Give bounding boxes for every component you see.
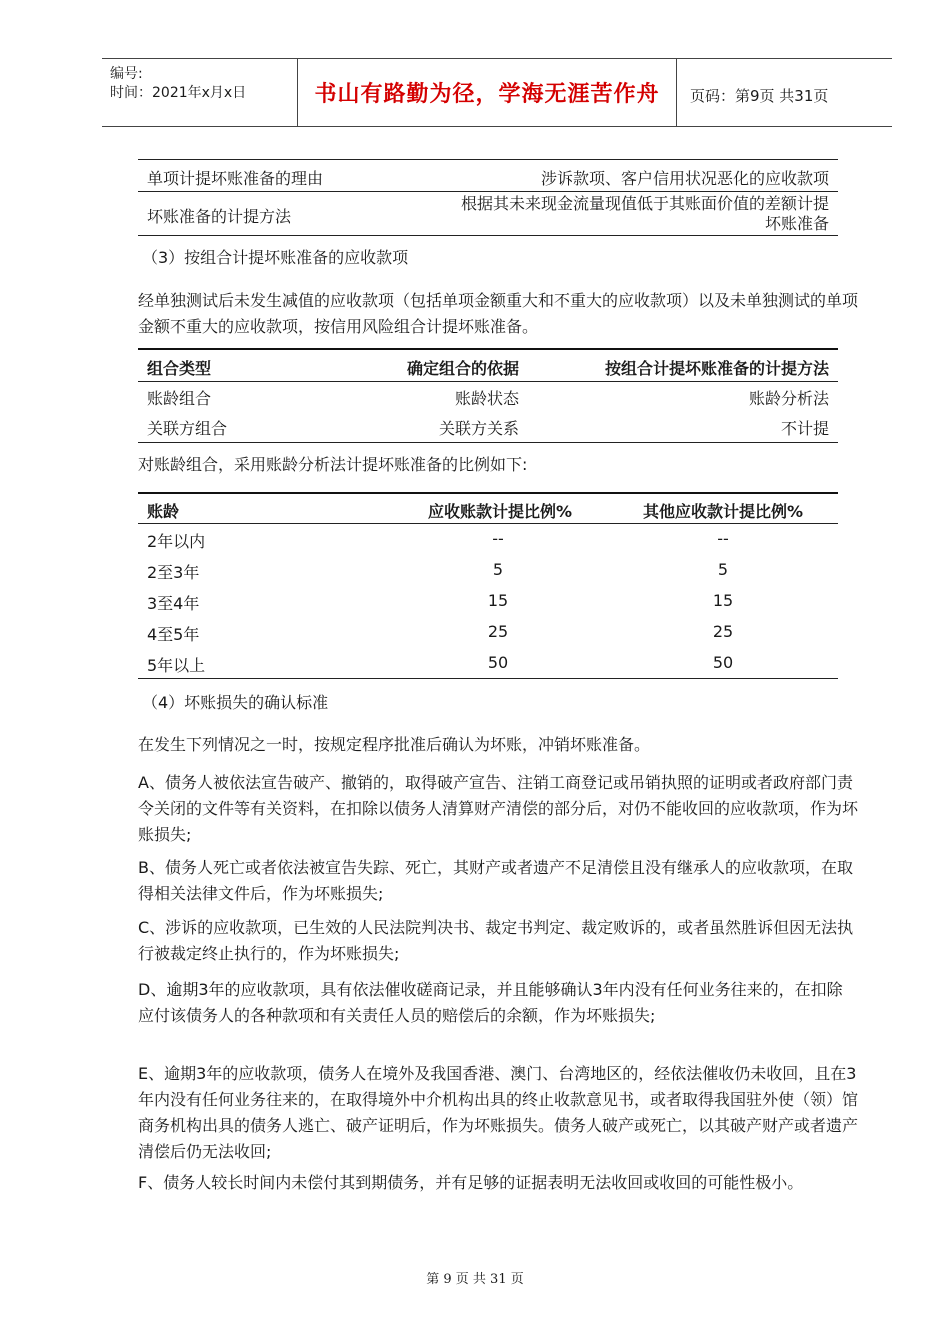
table-cell: 账龄组合 [147,389,212,408]
table-header: 账龄 [147,502,180,521]
table-cell: 3至4年 [147,594,200,613]
criterion-e: E、逾期3年的应收款项，债务人在境外及我国香港、澳门、台湾地区的，经依法催收仍未收回，且在3年内没有任何业务往来的，在取得境外中介机构出具的终止收款意见书，或者取得我国驻外使（领）馆商务机构出具的债务人逃亡、破产证明后，作为坏账损失。债务人破产或死亡，以其破产财产或者遗产清偿后仍无法收回; [138,1064,859,1161]
header-meta [110,65,246,103]
table-cell-line: 根据其未来现金流量现值低于其账面价值的差额计提 [460,194,829,213]
table-cell: 25 [487,622,509,641]
table-cell: 15 [712,591,734,610]
table-cell: 坏账准备的计提方法 [147,207,292,226]
table-cell: 关联方关系 [438,419,519,438]
table-rule [138,492,838,494]
table-header: 确定组合的依据 [406,359,519,378]
table-cell: -- [717,529,729,548]
table-header: 组合类型 [147,359,212,378]
table-cell: 账龄状态 [454,389,519,408]
criterion-d: D、逾期3年的应收款项，具有依法催收磋商记录，并且能够确认3年内没有任何业务往来的，在扣除应付该债务人的各种款项和有关责任人员的赔偿后的余额，作为坏账损失; [138,980,843,1025]
table-cell: 涉诉款项、客户信用状况恶化的应收款项 [540,169,829,188]
table-cell: 单项计提坏账准备的理由 [147,169,324,188]
criterion-b: B、债务人死亡或者依法被宣告失踪、死亡，其财产或者遗产不足清偿且没有继承人的应收款项，在取得相关法律文件后，作为坏账损失; [138,858,853,903]
table-rule [138,523,838,524]
table-cell: 50 [712,653,734,672]
table-cell: -- [492,529,504,548]
table-cell: 不计提 [780,419,829,438]
table-header: 应收账款计提比例% [427,502,573,521]
table-rule [138,348,838,350]
table-rule [138,381,838,382]
table-cell: 25 [712,622,734,641]
table-rule [138,678,838,679]
table-rule [138,191,838,192]
table-cell: 15 [487,591,509,610]
table-cell [461,194,829,234]
table-cell: 账龄分析法 [748,389,829,408]
section-3-title: （3）按组合计提坏账准备的应收款项 [142,248,409,267]
table-cell: 5 [492,560,504,579]
header-number: 编号: [110,66,143,82]
table-cell: 50 [487,653,509,672]
table-cell-line: 坏账准备 [764,214,829,233]
aging-ratio-table [138,492,838,682]
header-motto: 书山有路勤为径，学海无涯苦作舟 [297,58,677,127]
section-4-title: （4）坏账损失的确认标准 [142,693,329,712]
aging-intro: 对账龄组合，采用账龄分析法计提坏账准备的比例如下: [138,455,528,474]
table-rule [138,159,838,160]
table-cell: 2至3年 [147,563,200,582]
criterion-f: F、债务人较长时间内未偿付其到期债务，并有足够的证据表明无法收回或收回的可能性极小。 [138,1173,804,1192]
page-footer: 第 9 页 共 31 页 [426,1272,524,1287]
section-3-paragraph: 经单独测试后未发生减值的应收款项（包括单项金额重大和不重大的应收款项）以及未单独测试的单项金额不重大的应收款项，按信用风险组合计提坏账准备。 [138,291,859,336]
header-time: 时间：2021年x月x日 [110,85,247,101]
table-cell: 4至5年 [147,625,200,644]
bad-debt-single-table [138,159,838,237]
table-cell: 5 [717,560,729,579]
header-page-info: 页码：第9页 共31页 [690,87,829,105]
table-header: 按组合计提坏账准备的计提方法 [604,359,829,378]
table-rule [138,235,838,236]
table-cell: 2年以内 [147,532,206,551]
criterion-a: A、债务人被依法宣告破产、撤销的，取得破产宣告、注销工商登记或吊销执照的证明或者政府部门责令关闭的文件等有关资料，在扣除以债务人清算财产清偿的部分后，对仍不能收回的应收款项，作为坏账损失; [138,773,859,844]
table-rule [138,442,838,443]
table-cell: 关联方组合 [147,419,228,438]
criterion-c: C、涉诉的应收款项，已生效的人民法院判决书、裁定书判定、裁定败诉的，或者虽然胜诉但因无法执行被裁定终止执行的，作为坏账损失; [138,918,854,963]
section-4-intro: 在发生下列情况之一时，按规定程序批准后确认为坏账，冲销坏账准备。 [138,735,651,754]
page-header [102,58,892,127]
table-header: 其他应收款计提比例% [642,502,804,521]
table-cell: 5年以上 [147,656,206,675]
portfolio-table [138,348,838,443]
